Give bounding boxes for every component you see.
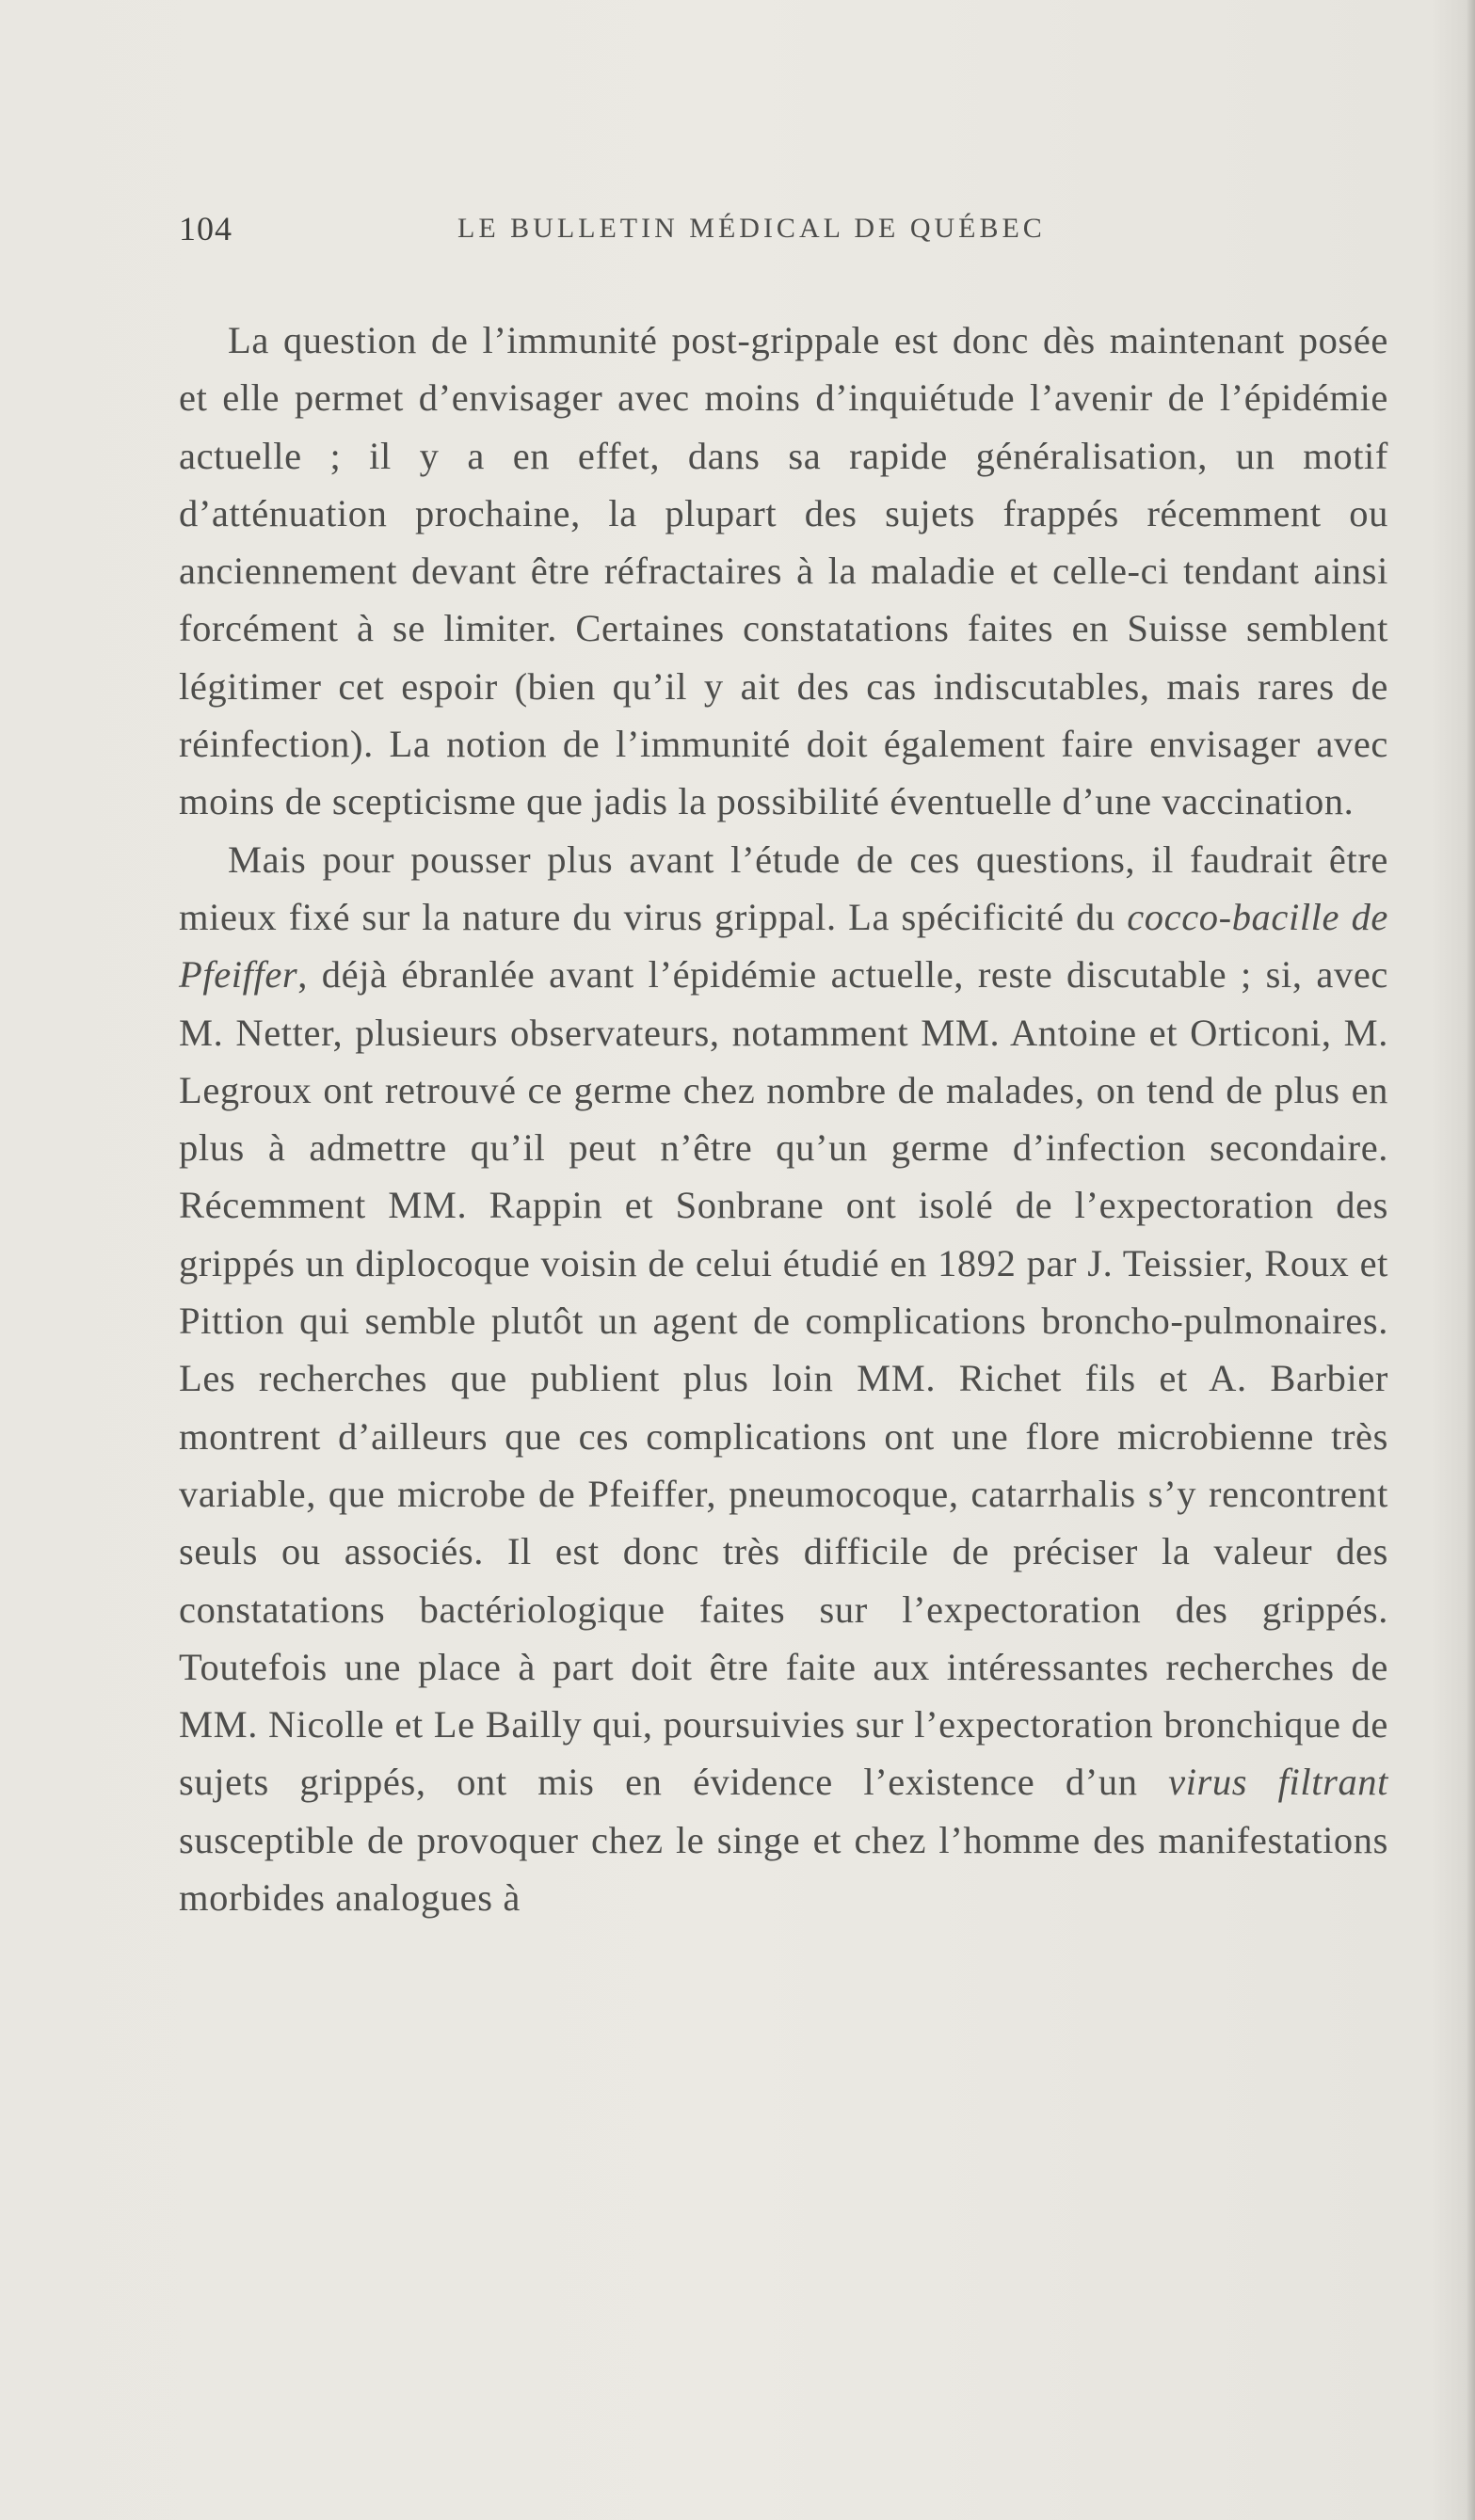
paragraph-1 — [179, 311, 1388, 831]
running-title: LE BULLETIN MÉDICAL DE QUÉBEC — [457, 213, 1046, 244]
paragraph-2-italic-virus-filtrant: virus filtrant — [1168, 1761, 1389, 1804]
page-number: 104 — [179, 210, 232, 247]
paragraph-2-text-a: Mais pour pousser plus avant l’étude de ces questions, il faudrait être mieux fixé sur la nature du virus grippal. La spécificité du — [179, 837, 1388, 938]
body-text — [179, 311, 1388, 1926]
paragraph-2-text-c: susceptible de provoquer chez le singe et chez l’homme des manifestations morbides analogues à — [179, 1818, 1388, 1920]
page-header — [179, 209, 1393, 256]
paragraph-2 — [179, 831, 1388, 1927]
paragraph-1-text: La question de l’immunité post-grippale est donc dès maintenant posée et elle permet d’envisager avec moins d’inquiétude l’avenir de l’épidémie actuelle ; il y a en effet, dans sa rapide généralisation, un motif d’atténuation prochaine, la plupart des sujets frappés récemment ou anciennement devant être réfractaires à la maladie et celle-ci tendant ainsi forcément à se limiter. Certaines constatations faites en Suisse semblent légitimer cet espoir (bien qu’il y ait des cas indiscutables, mais rares de réinfection). La notion de l’immunité doit également faire envisager avec moins de scepticisme que jadis la possibilité éventuelle d’une vaccination. — [179, 319, 1388, 823]
paragraph-2-text-b: , déjà ébranlée avant l’épidémie actuelle, reste discutable ; si, avec M. Netter, plusieurs observateurs, notamment MM. Antoine et Orticoni, M. Legroux ont retrouvé ce germe chez nombre de malades, on tend de plus en plus à admettre qu’il peut n’être qu’un germe d’infection secondaire. Récemment MM. Rappin et Sonbrane ont isolé de l’expectoration des grippés un diplocoque voisin de celui étudié en 1892 par J. Teissier, Roux et Pittion qui semble plutôt un agent de complications broncho-pulmonaires. Les recherches que publient plus loin MM. Richet fils et A. Barbier montrent d’ailleurs que ces complications ont une flore microbienne très variable, que microbe de Pfeiffer, pneumocoque, catarrhalis s’y rencontrent seuls ou associés. Il est donc très difficile de préciser la valeur des constatations bactériologique faites sur l’expectoration des grippés. Toutefois une place à part doit être faite aux intéressantes recherches de MM. Nicolle et Le Bailly qui, poursuivies sur l’expectoration bronchique de sujets grippés, ont mis en évidence l’existence d’un — [179, 953, 1388, 1804]
page-edge-shadow — [1466, 0, 1475, 2520]
paragraph-2-italic-cocco-bacille: cocco-bacille de Pfeiffer — [179, 895, 1388, 997]
